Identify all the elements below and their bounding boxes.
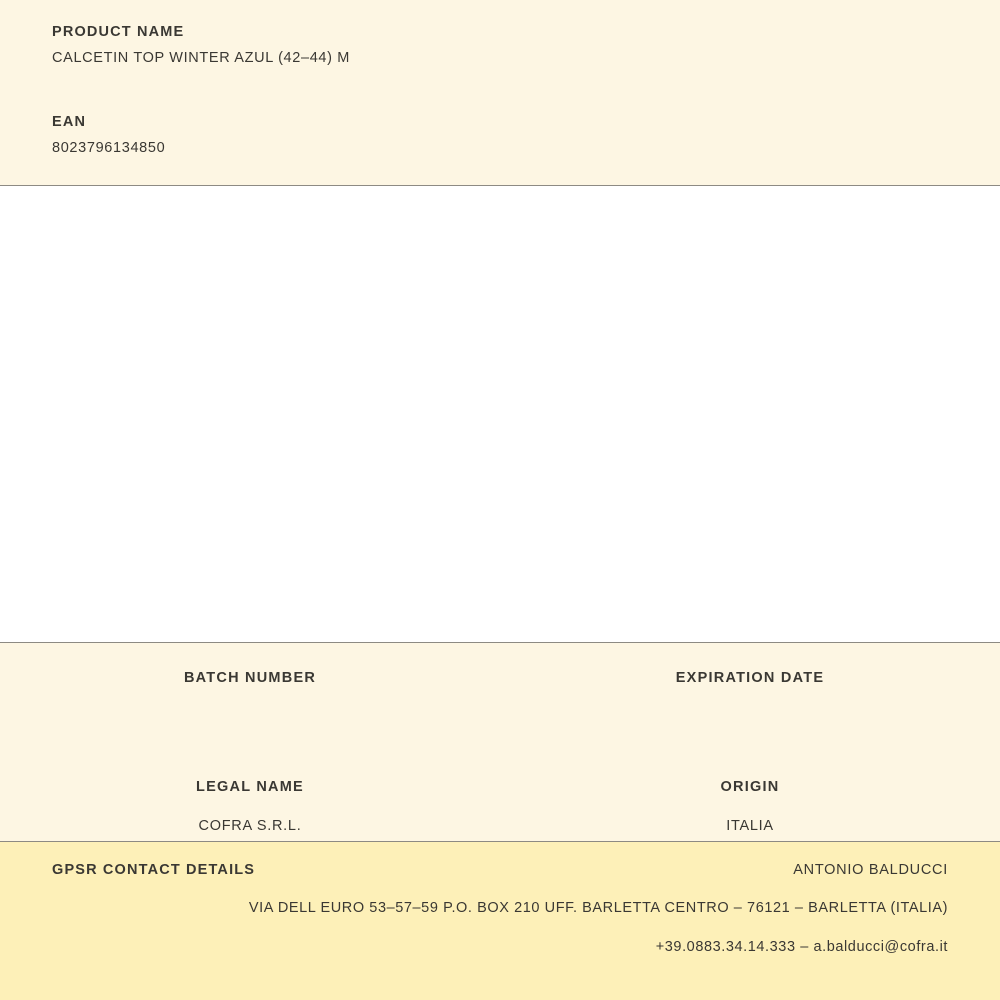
origin-label: ORIGIN xyxy=(720,778,780,795)
ean-label: EAN xyxy=(52,113,87,130)
product-image-area xyxy=(0,186,1000,643)
ean-value: 8023796134850 xyxy=(52,140,166,157)
gpsr-footer-section xyxy=(0,842,1000,1000)
expiration-date-label: EXPIRATION DATE xyxy=(675,670,825,686)
origin-value: ITALIA xyxy=(726,817,774,834)
product-name-label: PRODUCT NAME xyxy=(52,24,185,40)
gpsr-footer-top xyxy=(52,862,948,879)
product-header-section xyxy=(0,0,1000,186)
expiration-date-value xyxy=(520,708,980,726)
gpsr-company-name: ANTONIO BALDUCCI xyxy=(793,862,948,878)
product-name-value: CALCETIN TOP WINTER AZUL (42–44) M xyxy=(52,50,351,67)
gpsr-contact-label: GPSR CONTACT DETAILS xyxy=(52,862,256,878)
expiration-date-cell xyxy=(500,669,1000,726)
gpsr-address: VIA DELL EURO 53–57–59 P.O. BOX 210 UFF. BARLETTA CENTRO – 76121 – BARLETTA (ITALIA) xyxy=(248,900,948,917)
product-name-block xyxy=(52,24,948,68)
legal-name-label: LEGAL NAME xyxy=(196,778,304,795)
legal-name-cell xyxy=(0,778,500,836)
batch-number-label: BATCH NUMBER xyxy=(183,670,317,686)
legal-name-value: COFRA S.R.L. xyxy=(198,817,302,834)
details-row-legal-origin xyxy=(0,778,1000,836)
details-row-batch-expiration xyxy=(0,669,1000,726)
batch-number-cell xyxy=(0,669,500,726)
batch-number-value xyxy=(20,708,480,726)
origin-cell xyxy=(500,778,1000,836)
ean-block xyxy=(52,114,948,158)
gpsr-contact-info: +39.0883.34.14.333 – a.balducci@cofra.it xyxy=(655,938,948,955)
product-details-section xyxy=(0,643,1000,842)
